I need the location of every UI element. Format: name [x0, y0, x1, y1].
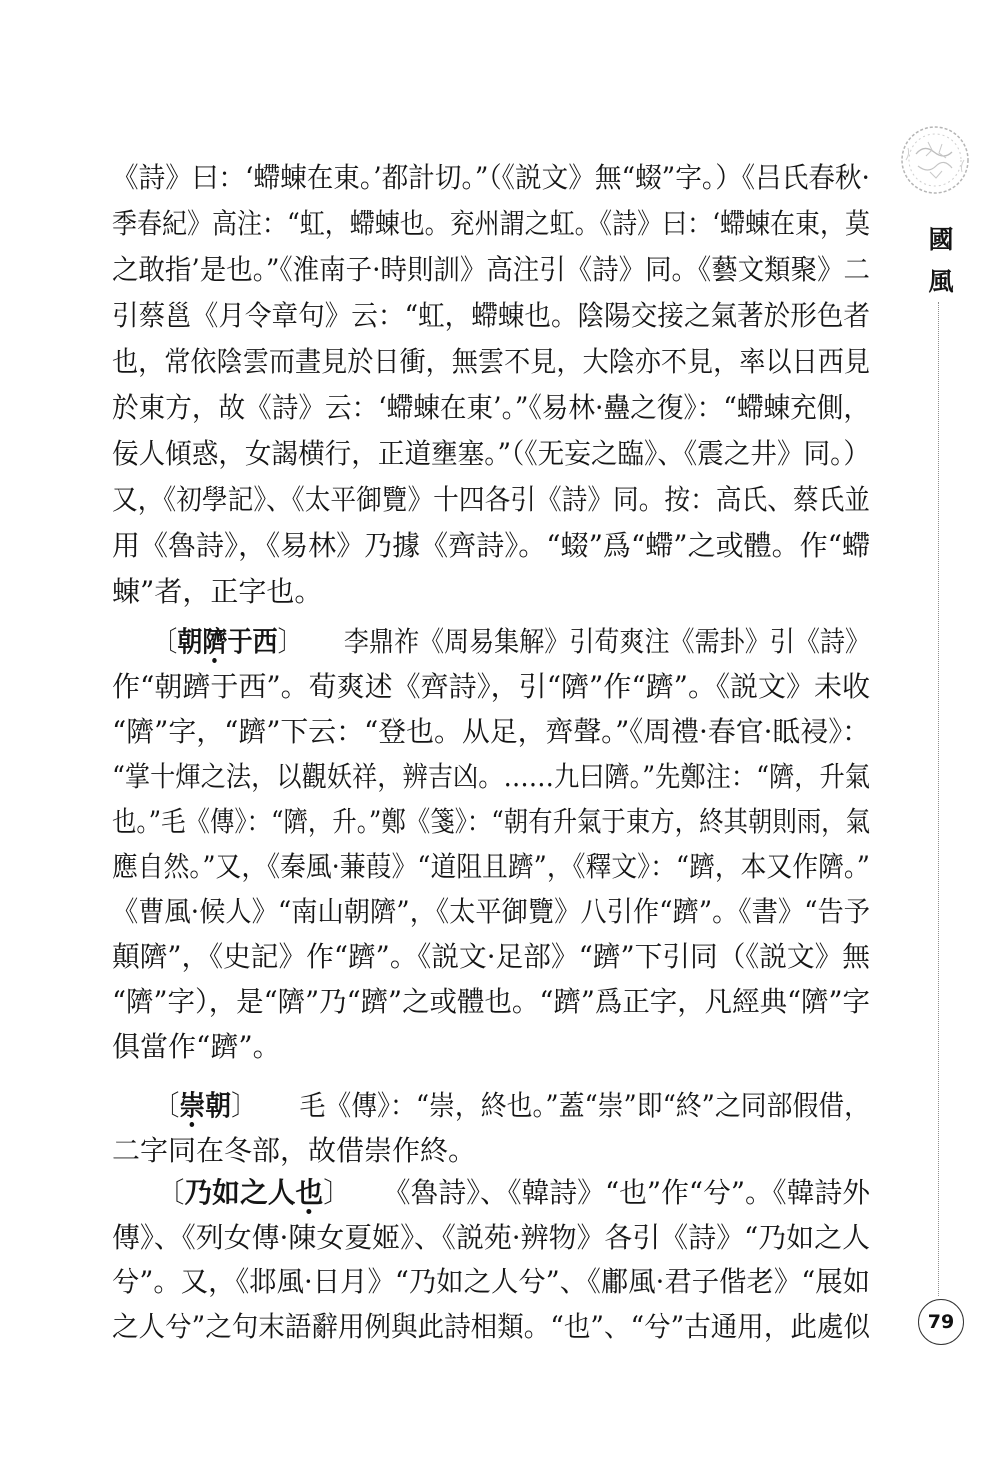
- line-text: [112, 1083, 870, 1128]
- heading-emphasized-char: 也: [295, 1171, 323, 1216]
- text-line: [112, 979, 870, 1024]
- page-number: 79: [918, 1299, 964, 1345]
- text-line: [112, 709, 870, 754]
- heading-text: 于西: [227, 625, 278, 658]
- line-text: “掌十煇之法，以觀妖祥，辨吉凶。……九曰隮。”先鄭注：“隮，升氣: [112, 760, 870, 793]
- text-line: [112, 1260, 870, 1305]
- text-line: [112, 569, 870, 615]
- paragraph: [112, 1083, 870, 1173]
- text-line: [112, 155, 870, 201]
- line-text: 也，常依陰雲而晝見於日衝，無雲不見，大陰亦不見，率以日西見: [112, 345, 870, 378]
- line-text: [112, 619, 870, 664]
- text-line: [112, 1128, 870, 1173]
- text-line: [112, 844, 870, 889]
- text-line: [112, 201, 870, 247]
- text-line: [112, 619, 870, 664]
- line-text-body: 李鼎祚《周易集解》引荀爽注《需卦》引《詩》: [343, 625, 871, 658]
- text-line: [112, 385, 870, 431]
- text-line: [112, 247, 870, 293]
- text-line: [112, 1171, 870, 1216]
- line-text: 二字同在冬部，故借崇作終。: [112, 1134, 477, 1167]
- line-text: 蝀”者，正字也。: [112, 575, 323, 608]
- heading-bracket-open: 〔: [152, 625, 178, 658]
- text-line: [112, 889, 870, 934]
- heading-text: 朝: [205, 1089, 232, 1122]
- text-line: [112, 1216, 870, 1261]
- line-text: 之敢指’是也。”《淮南子·時則訓》高注引《詩》同。《藝文類聚》二: [112, 253, 870, 286]
- running-head-char: 國: [928, 225, 954, 254]
- line-text: 兮”。又，《邶風·日月》“乃如之人兮”、《鄘風·君子偕老》“展如: [112, 1265, 870, 1298]
- line-text: 應自然。”又，《秦風·蒹葭》“道阻且躋”，《釋文》：“躋，本又作隮。”: [112, 850, 870, 883]
- line-text: 《曹風·候人》“南山朝隮”，《太平御覽》八引作“躋”。《書》“告予: [112, 895, 870, 928]
- text-line: [112, 339, 870, 385]
- text-line: [112, 1024, 870, 1069]
- line-text: “隮”字），是“隮”乃“躋”之或體也。“躋”爲正字，凡經典“隮”字: [112, 985, 870, 1018]
- line-text: 佞人傾惑，女謁横行，正道壅塞。”（《无妄之臨》、《震之井》同。）: [112, 437, 870, 470]
- text-line: [112, 1305, 870, 1350]
- text-line: [112, 431, 870, 477]
- line-text: 《詩》曰：‘螮蝀在東。’都計切。”（《説文》無“蝃”字。）《吕氏春秋·: [112, 161, 870, 194]
- heading-emphasized-char: 崇: [179, 1083, 205, 1128]
- paragraph: [112, 155, 870, 615]
- entry-heading: [152, 625, 302, 658]
- text-line: [112, 664, 870, 709]
- text-line: [112, 293, 870, 339]
- line-text: 季春紀》高注：“虹，螮蝀也。兖州謂之虹。《詩》曰：‘螮蝀在東，莫: [112, 207, 870, 240]
- running-head-char: 風: [928, 267, 954, 296]
- text-line: [112, 1083, 870, 1128]
- heading-bracket-close: 〕: [323, 1176, 352, 1209]
- seal-ornament: [892, 120, 978, 200]
- text-line: [112, 799, 870, 844]
- text-line: [112, 934, 870, 979]
- text-line: [112, 477, 870, 523]
- line-text: 又，《初學記》、《太平御覽》十四各引《詩》同。按：高氏、蔡氏並: [112, 483, 870, 516]
- line-text: “隮”字，“躋”下云：“登也。从足，齊聲。”《周禮·春官·眡祲》：: [112, 715, 870, 748]
- heading-bracket-close: 〕: [231, 1089, 258, 1122]
- heading-bracket-close: 〕: [277, 625, 303, 658]
- line-text: 於東方，故《詩》云：‘螮蝀在東’。”《易林·蠱之復》：“螮蝀充側，: [112, 391, 870, 424]
- line-text-body: 《魯詩》、《韓詩》“也”作“兮”。《韓詩外: [396, 1176, 870, 1209]
- line-text: [112, 1171, 870, 1216]
- line-text: 傳》、《列女傳·陳女夏姬》、《説苑·辨物》各引《詩》“乃如之人: [112, 1220, 870, 1254]
- heading-bracket-open: 〔: [153, 1089, 180, 1122]
- entry-heading: [154, 1089, 257, 1122]
- line-text: 作“朝躋于西”。荀爽述《齊詩》，引“隮”作“躋”。《説文》未收: [112, 670, 870, 703]
- entry-heading: [157, 1176, 351, 1209]
- heading-text: 乃如之人: [184, 1176, 296, 1209]
- line-text: 用《魯詩》，《易林》乃據《齊詩》。“蝃”爲“螮”之或體。作“螮: [112, 529, 870, 562]
- line-text: 顛隮”，《史記》作“躋”。《説文·足部》“躋”下引同（《説文》無: [112, 940, 870, 973]
- heading-text: 朝: [177, 625, 203, 658]
- line-text: 也。”毛《傳》：“隮，升。”鄭《箋》：“朝有升氣于東方，終其朝則雨，氣: [112, 805, 870, 838]
- heading-emphasized-char: 隮: [202, 619, 227, 664]
- line-text: 之人兮”之句末語辭用例與此詩相類。“也”、“兮”古通用，此處似: [112, 1309, 870, 1343]
- paragraph: [112, 1171, 870, 1349]
- line-text-body: 毛《傳》：“崇，終也。”蓋“崇”即“終”之同部假借，: [299, 1089, 870, 1122]
- margin-dotted-rule: [938, 302, 939, 1296]
- heading-bracket-open: 〔: [156, 1176, 185, 1209]
- text-line: [112, 523, 870, 569]
- line-text: 俱當作“躋”。: [112, 1030, 281, 1063]
- paragraph: [112, 619, 870, 1069]
- text-line: [112, 754, 870, 799]
- line-text: 引蔡邕《月令章句》云：“虹，螮蝀也。陰陽交接之氣著於形色者: [112, 299, 870, 332]
